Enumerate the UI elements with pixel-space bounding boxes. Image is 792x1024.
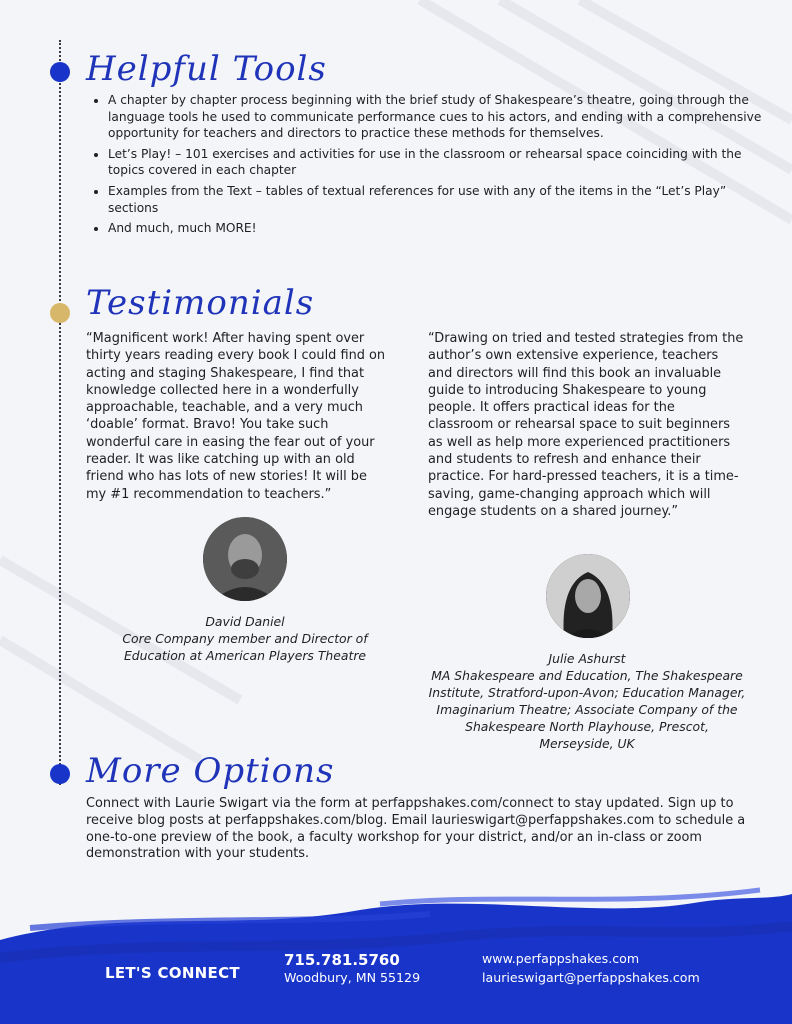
helpful-tools-heading: Helpful Tools bbox=[86, 49, 327, 89]
lets-connect-label: LET'S CONNECT bbox=[105, 964, 240, 982]
helpful-tools-list bbox=[86, 92, 768, 241]
testimonial-right-title: MA Shakespeare and Education, The Shakespeare Institute, Stratford-upon-Avon; Education Manager, Imaginarium Theatre; Associate Company of the Shakespeare North Playhouse, Prescot, Merseyside, UK bbox=[428, 668, 746, 751]
testimonial-left-quote: “Magnificent work! After having spent over thirty years reading every book I could find on acting and staging Shakespeare, I find that knowledge collected here in a wonderfully approachable, teachable, and a very much ‘doable’ format. Bravo! You take such wonderful care in easing the fear out of your reader. It was like catching up with an old friend who has lots of new stories! It will be my #1 recommendation to teachers.” bbox=[86, 331, 386, 502]
list-item: • A chapter by chapter process beginning with the brief study of Shakespeare’s theatre, going through the language tools he used to communicate performance cues to his actors, and ending with a comprehensive opportunity for teachers and directors to practice these methods for themselves. bbox=[108, 92, 768, 142]
avatar-julie-ashurst bbox=[546, 554, 630, 638]
list-item: • And much, much MORE! bbox=[108, 220, 768, 237]
testimonial-right-name: Julie Ashurst bbox=[548, 651, 626, 666]
more-options-text: Connect with Laurie Swigart via the form at perfappshakes.com/connect to stay updated. Sign up to receive blog posts at perfappshakes.com/blog. Email laurieswigart@perfappshakes.com to schedule a one-to-one preview of the book, a faculty workshop for your district, and/or an in-class or zoom demonstration with your students. bbox=[86, 796, 746, 862]
timeline-dot-testimonials bbox=[50, 303, 70, 323]
avatar-david-daniel bbox=[203, 517, 287, 601]
footer-email-link[interactable]: laurieswigart@perfappshakes.com bbox=[482, 970, 700, 985]
list-item: • Examples from the Text – tables of textual references for use with any of the items in the “Let’s Play” sections bbox=[108, 183, 768, 216]
list-item: • Let’s Play! – 101 exercises and activities for use in the classroom or rehearsal space coinciding with the topics covered in each chapter bbox=[108, 146, 768, 179]
testimonial-left-name: David Daniel bbox=[205, 614, 285, 629]
timeline-dot-tools bbox=[50, 62, 70, 82]
timeline-dot-options bbox=[50, 764, 70, 784]
timeline-dotted-line bbox=[59, 40, 61, 785]
more-options-heading: More Options bbox=[86, 751, 335, 791]
testimonial-left-credit bbox=[92, 613, 398, 664]
footer-website-link[interactable]: www.perfappshakes.com bbox=[482, 951, 640, 966]
footer-address: Woodbury, MN 55129 bbox=[284, 970, 421, 985]
footer-phone[interactable]: 715.781.5760 bbox=[284, 951, 400, 969]
testimonial-left-title: Core Company member and Director of Education at American Players Theatre bbox=[122, 631, 368, 663]
testimonials-heading: Testimonials bbox=[86, 283, 315, 323]
testimonial-right-quote: “Drawing on tried and tested strategies from the author’s own extensive experience, teachers and directors will find this book an invaluable guide to introducing Shakespeare to young people. It offers practical ideas for the classroom or rehearsal space to suit beginners as well as help more experienced practitioners and students to refresh and enhance their practice. For hard-pressed teachers, it is a time-saving, game-changing approach which will engage students on a shared journey.” bbox=[428, 331, 744, 519]
testimonial-right-credit bbox=[428, 650, 746, 752]
